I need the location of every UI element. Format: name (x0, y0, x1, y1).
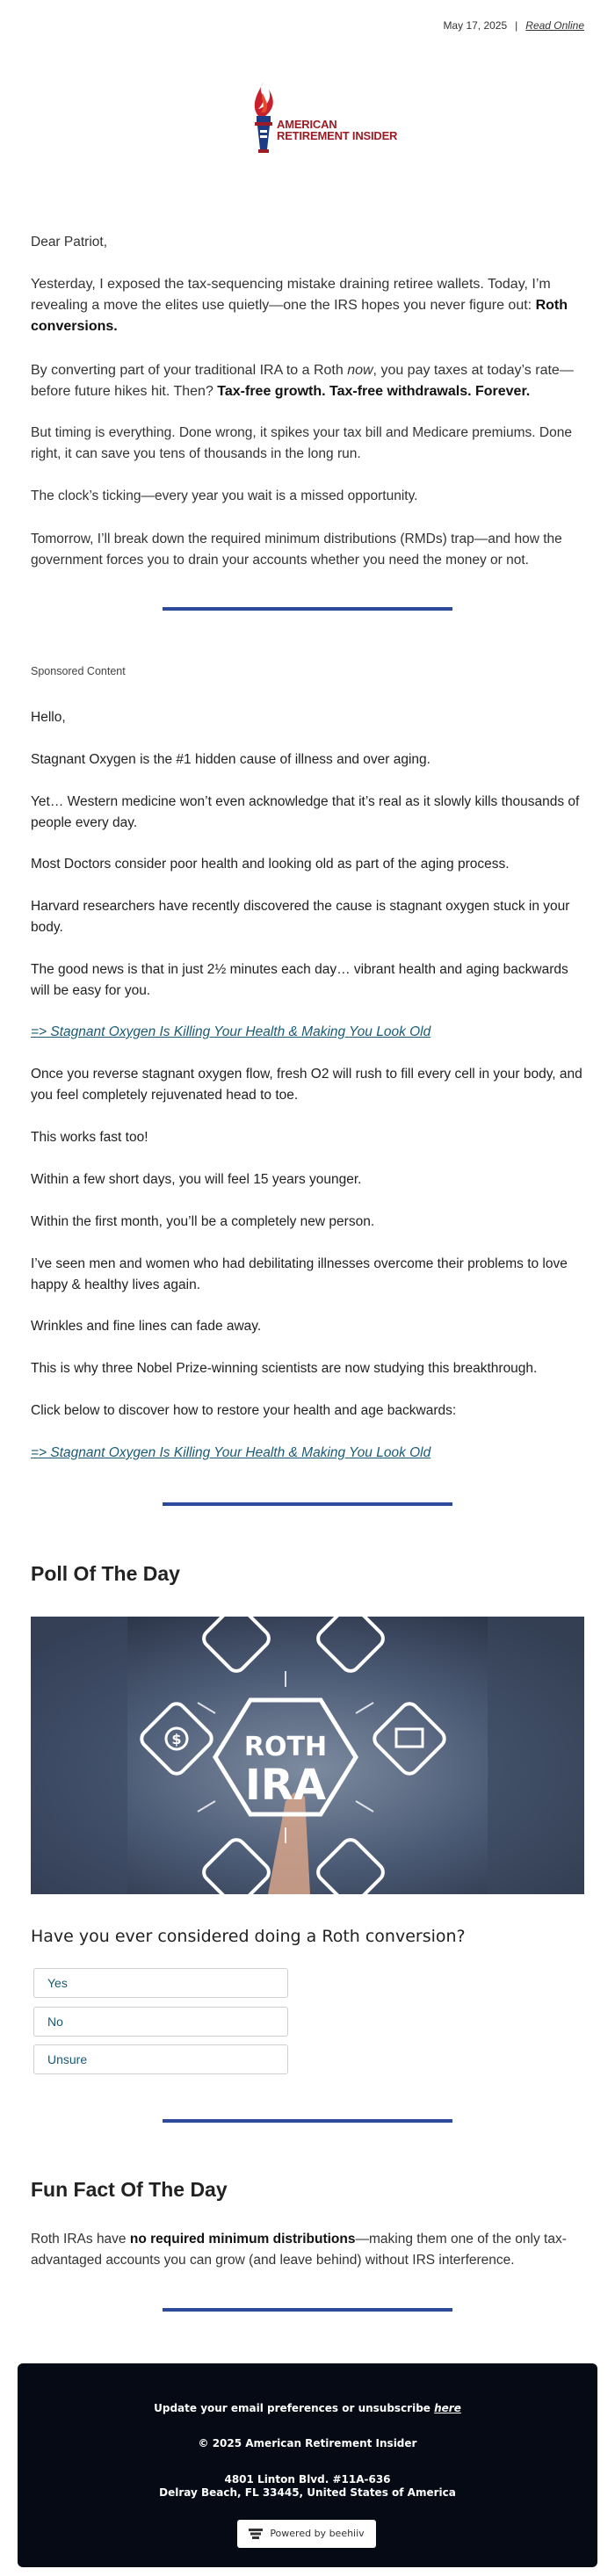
ad-link-1 (31, 1022, 584, 1043)
ad-paragraph: Within the first month, you’ll be a completely new person. (31, 1214, 375, 1229)
logo-text-line2: RETIREMENT INSIDER (277, 129, 398, 142)
svg-text:$: $ (171, 1731, 182, 1747)
separator: | (515, 19, 518, 32)
sponsored-label: Sponsored Content (31, 665, 126, 677)
ad-paragraph: The good news is that in just 2½ minutes each day… vibrant health and aging backwards will be easy for you. (31, 962, 568, 998)
footer (18, 2363, 597, 2567)
section-divider (163, 607, 452, 611)
poll-option-unsure[interactable]: Unsure (33, 2044, 288, 2074)
preferences-line: Update your email preferences or unsubscribe here (154, 2402, 461, 2414)
image-text-roth: ROTH (243, 1732, 328, 1762)
stagnant-oxygen-link[interactable]: => Stagnant Oxygen Is Killing Your Health & Making You Look Old (31, 1445, 431, 1460)
roth-conversions-emphasis: Roth conversions. (31, 298, 568, 334)
intro-paragraph-4: The clock’s ticking—every year you wait is a missed opportunity. (31, 488, 418, 503)
fun-fact-heading: Fun Fact Of The Day (31, 2178, 228, 2201)
unsubscribe-link[interactable]: here (434, 2402, 461, 2414)
issue-date: May 17, 2025 (443, 19, 508, 32)
ad-paragraph: Once you reverse stagnant oxygen flow, fresh O2 will rush to fill every cell in your body, and you feel completely rejuvenated head to toe. (31, 1067, 582, 1103)
beehiiv-icon (249, 2529, 263, 2539)
poll-question: Have you ever considered doing a Roth conversion? (31, 1927, 466, 1946)
ad-paragraph: Harvard researchers have recently discovered the cause is stagnant oxygen stuck in your body. (31, 899, 570, 935)
top-bar (443, 19, 584, 32)
ad-link-2 (31, 1443, 584, 1464)
brand-logo[interactable] (0, 81, 615, 169)
fun-fact-text: Roth IRAs have no required minimum distributions—making them one of the only tax-advantaged accounts you can grow (and leave behind) without IRS interference. (31, 2232, 567, 2268)
ad-paragraph: I’ve seen men and women who had debilitating illnesses overcome their problems to love happy & healthy lives again. (31, 1256, 568, 1292)
ad-paragraph: Wrinkles and fine lines can fade away. (31, 1319, 262, 1334)
logo-text-line1: AMERICAN (277, 118, 337, 131)
ad-paragraph: This is why three Nobel Prize-winning scientists are now studying this breakthrough. (31, 1361, 538, 1376)
ad-paragraph: This works fast too! (31, 1130, 148, 1145)
intro-paragraph-5: Tomorrow, I’ll break down the required minimum distributions (RMDs) trap—and how the government forces you to drain your accounts whether you need the money or not. (31, 532, 562, 568)
poll-option-yes[interactable]: Yes (33, 1968, 288, 1998)
image-text-ira: IRA (245, 1761, 326, 1810)
read-online-link[interactable]: Read Online (525, 19, 584, 32)
ad-greeting: Hello, (31, 710, 66, 725)
ad-paragraph: Within a few short days, you will feel 15 years younger. (31, 1172, 362, 1187)
section-divider (163, 1502, 452, 1506)
ad-paragraph: Most Doctors consider poor health and looking old as part of the aging process. (31, 857, 510, 872)
address-line-2: Delray Beach, FL 33445, United States of America (159, 2486, 456, 2499)
intro-paragraph-1: Yesterday, I exposed the tax-sequencing mistake draining retiree wallets. Today, I’m revealing a move the elites use quietly—one the IRS hopes you never figure out: Roth conversions. (31, 277, 568, 334)
ad-paragraph: Yet… Western medicine won’t even acknowledge that it’s real as it slowly kills thousands of people every day. (31, 794, 580, 830)
stagnant-oxygen-link[interactable]: => Stagnant Oxygen Is Killing Your Health & Making You Look Old (31, 1024, 431, 1039)
section-divider (163, 2119, 452, 2123)
poll-heading: Poll Of The Day (31, 1562, 180, 1585)
ad-paragraph: Stagnant Oxygen is the #1 hidden cause of illness and over aging. (31, 752, 430, 767)
section-divider (163, 2308, 452, 2312)
torch-icon (246, 81, 281, 160)
roth-ira-image (31, 1617, 584, 1894)
powered-by-beehiiv-button[interactable]: Powered by beehiiv (237, 2520, 376, 2548)
greeting: Dear Patriot, (31, 235, 108, 250)
ad-paragraph: Click below to discover how to restore your health and age backwards: (31, 1403, 457, 1418)
address-line-1: 4801 Linton Blvd. #11A-636 (224, 2473, 391, 2486)
poll-option-no[interactable]: No (33, 2007, 288, 2037)
intro-paragraph-2: By converting part of your traditional IRA to a Roth now, you pay taxes at today’s rate—before future hikes hit. Then? Tax-free growth. Tax-free withdrawals. Forever. (31, 363, 574, 399)
copyright: © 2025 American Retirement Insider (198, 2437, 417, 2449)
intro-paragraph-3: But timing is everything. Done wrong, it spikes your tax bill and Medicare premiums. Done right, it can save you tens of thousands in the long run. (31, 425, 572, 461)
